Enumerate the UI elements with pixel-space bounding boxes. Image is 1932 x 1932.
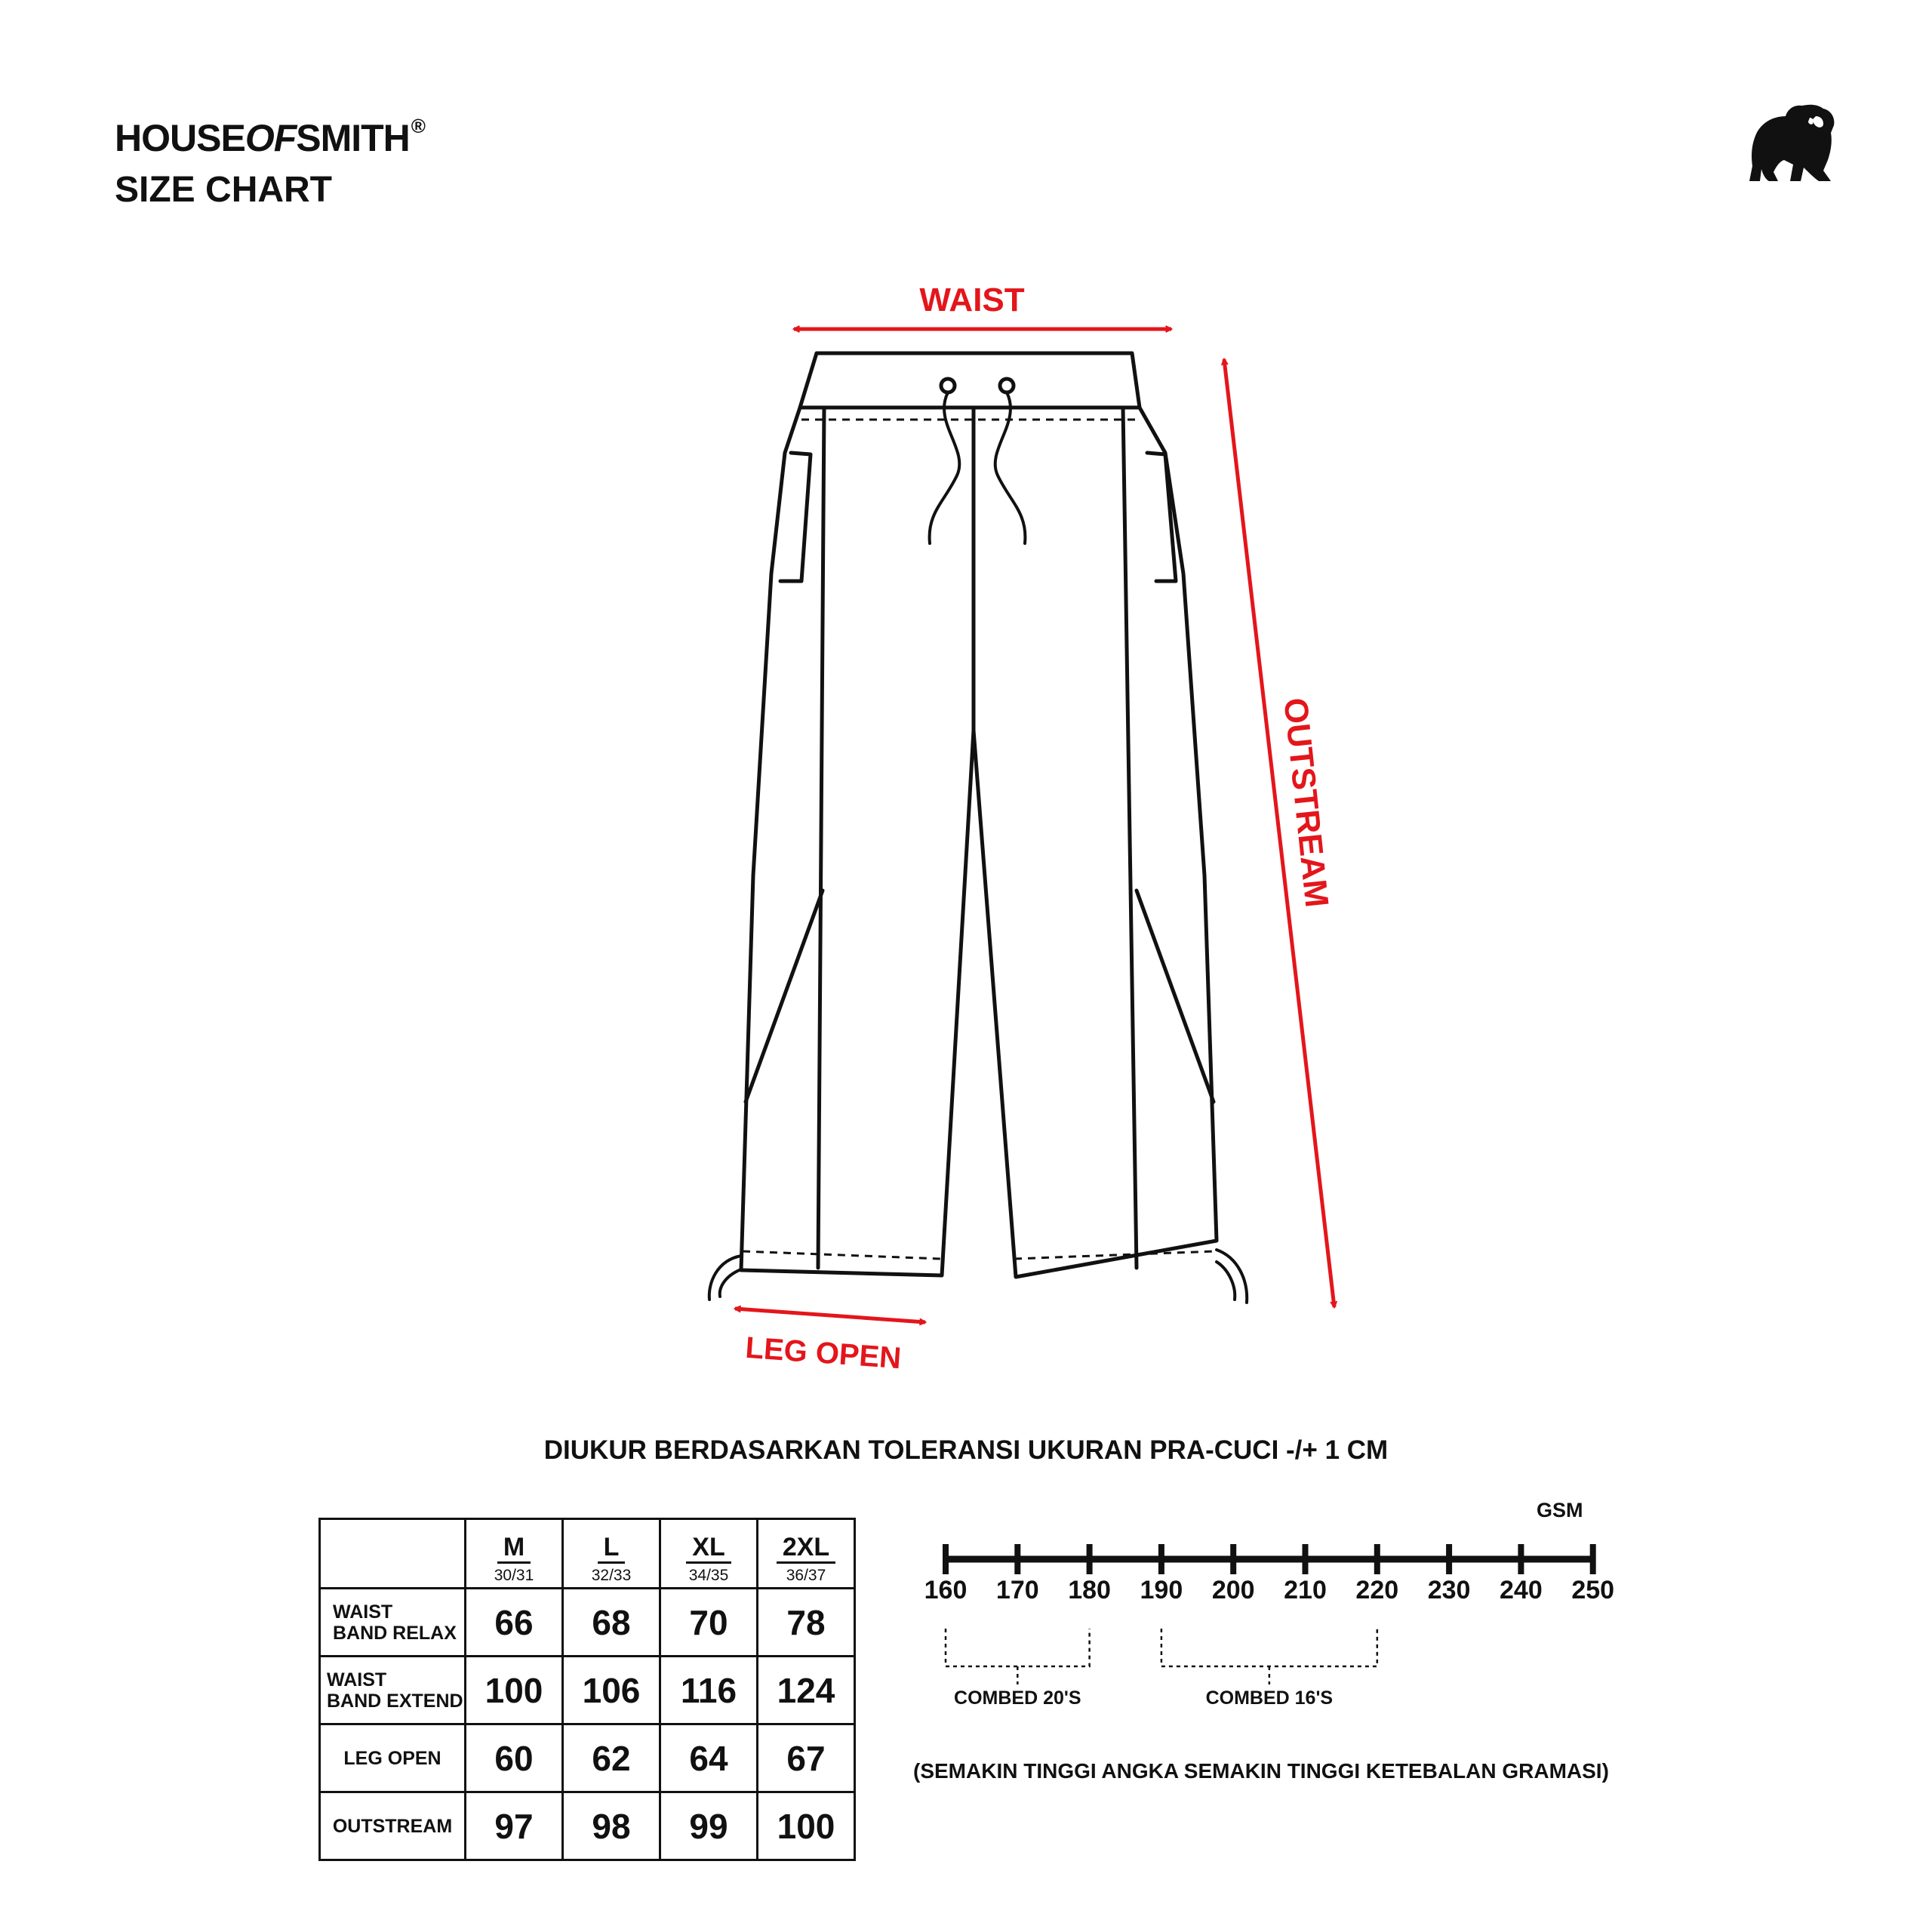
table-cell: 124 [758, 1657, 855, 1724]
table-cell: 78 [758, 1589, 855, 1657]
gsm-tick-label: 170 [995, 1576, 1039, 1604]
gsm-note: (SEMAKIN TINGGI ANGKA SEMAKIN TINGGI KETEBALAN GRAMASI) [913, 1759, 1609, 1783]
row-label-line: BAND EXTEND [327, 1690, 463, 1712]
table-cell: 67 [758, 1724, 855, 1792]
gsm-tick-label: 210 [1284, 1576, 1327, 1604]
row-label-line: BAND RELAX [333, 1622, 457, 1644]
size-label: XL [686, 1534, 731, 1564]
waist-label: WAIST [919, 281, 1025, 318]
registered-mark: ® [411, 115, 425, 137]
fit-label: 36/37 [786, 1566, 826, 1584]
gsm-tick-label: 240 [1500, 1576, 1543, 1604]
page-title: SIZE CHART [115, 170, 332, 210]
row-label: OUTSTREAM [320, 1792, 466, 1860]
gsm-tick-label: 200 [1211, 1576, 1255, 1604]
gsm-range-bracket [1161, 1629, 1377, 1684]
gsm-range-label: COMBED 20'S [954, 1687, 1081, 1709]
gsm-range-bracket [946, 1629, 1090, 1684]
table-cell: 116 [660, 1657, 758, 1724]
row-label: LEG OPEN [320, 1724, 466, 1792]
gsm-tick-label: 180 [1068, 1576, 1111, 1604]
table-cell: 60 [466, 1724, 563, 1792]
gsm-tick-label: 160 [924, 1576, 968, 1604]
table-cell: 70 [660, 1589, 758, 1657]
table-cell: 100 [758, 1792, 855, 1860]
table-cell: 99 [660, 1792, 758, 1860]
leg-open-label: LEG OPEN [744, 1331, 903, 1376]
brand-name-part: OF [245, 117, 297, 159]
brand-name-part: HOUSE [115, 117, 245, 159]
gsm-tick-label: 190 [1140, 1576, 1183, 1604]
gsm-tick-label: 220 [1355, 1576, 1399, 1604]
gsm-tick-label: 230 [1427, 1576, 1471, 1604]
row-label-line: WAIST [333, 1601, 393, 1623]
fit-label: 32/33 [591, 1566, 632, 1584]
size-label: 2XL [777, 1534, 835, 1564]
gsm-title: GSM [1537, 1499, 1583, 1521]
table-cell: 62 [563, 1724, 660, 1792]
row-label-line: WAIST [327, 1669, 387, 1690]
gsm-range-label: COMBED 16'S [1205, 1687, 1334, 1709]
table-cell: 100 [466, 1657, 563, 1724]
table-cell: 106 [563, 1657, 660, 1724]
table-cell: 68 [563, 1589, 660, 1657]
table-cell: 97 [466, 1792, 563, 1860]
measurement-note: DIUKUR BERDASARKAN TOLERANSI UKURAN PRA-CUCI -/+ 1 CM [543, 1435, 1389, 1465]
brand-name-part: SMITH [296, 117, 410, 159]
table-cell: 64 [660, 1724, 758, 1792]
gsm-tick-label: 250 [1571, 1576, 1615, 1604]
table-cell: 66 [466, 1589, 563, 1657]
size-label: M [497, 1534, 531, 1564]
table-cell: 98 [563, 1792, 660, 1860]
size-label: L [598, 1534, 626, 1564]
fit-label: 34/35 [688, 1566, 729, 1584]
fit-label: 30/31 [494, 1566, 534, 1584]
outstream-label: OUTSTREAM [1276, 696, 1336, 909]
